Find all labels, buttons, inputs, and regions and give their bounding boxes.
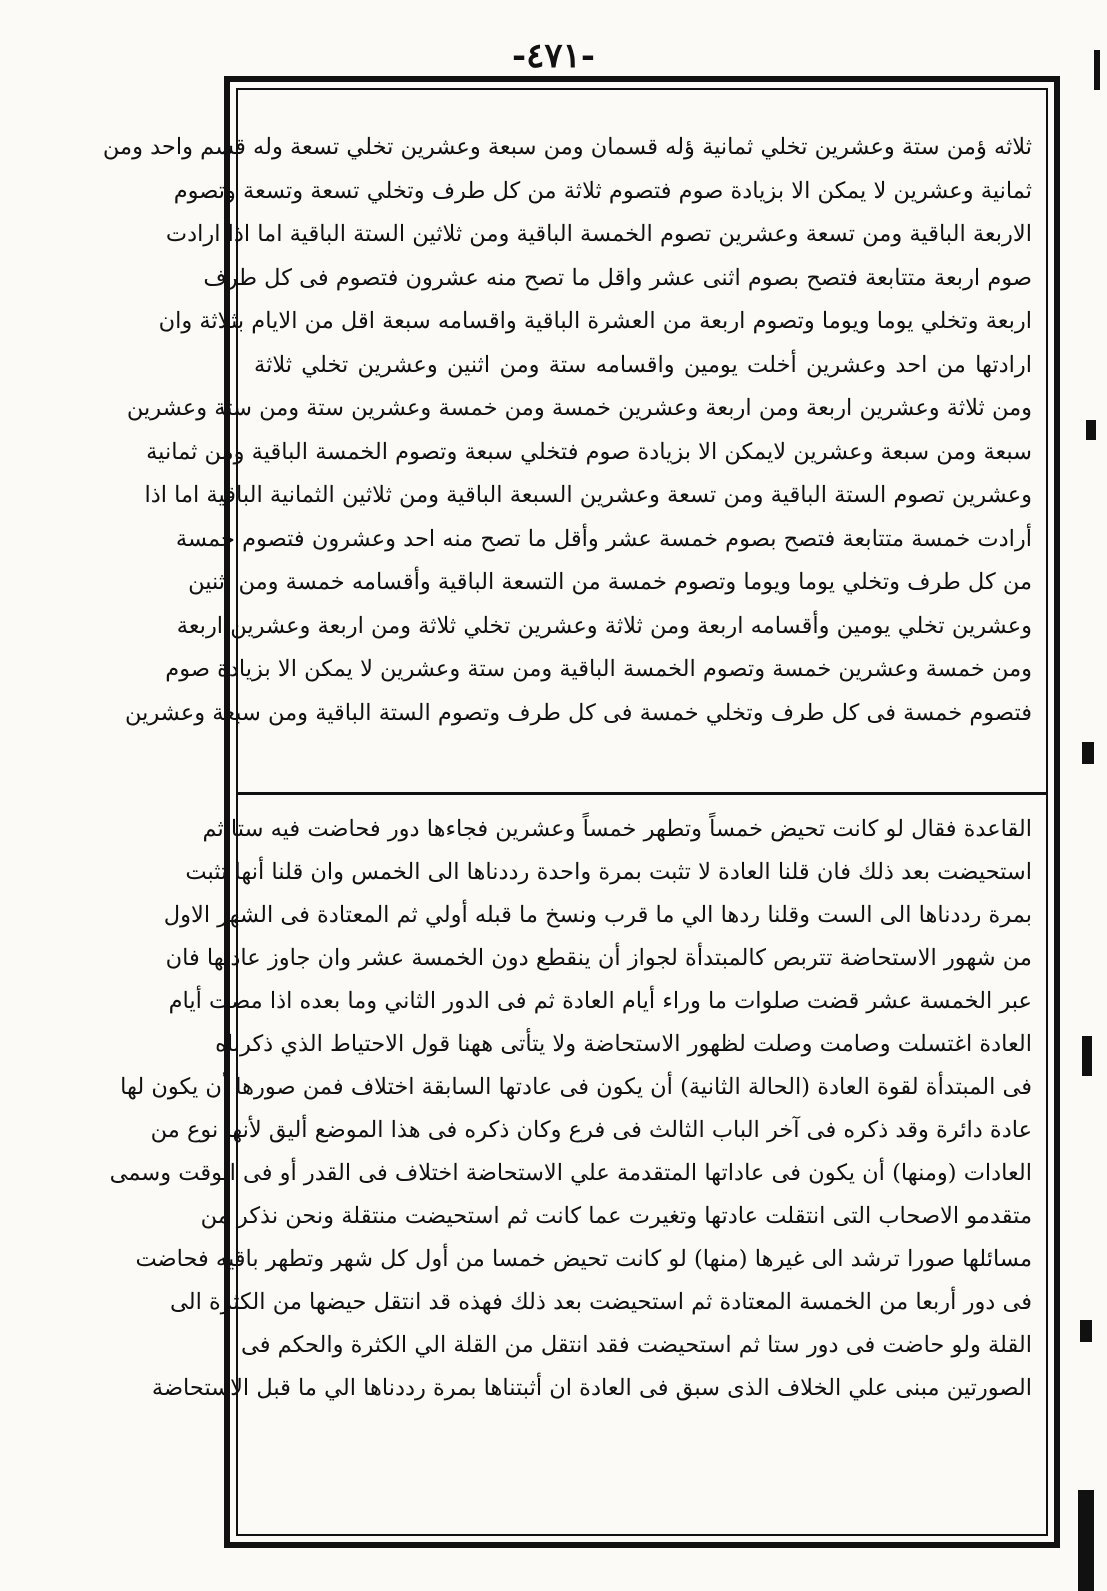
scan-edge-mark <box>1078 1490 1094 1591</box>
lower-text-block <box>109 808 1032 1410</box>
lower-text-line: الصورتين مبنى علي الخلاف الذى سبق فى العادة ان أثبتناها بمرة رددناها الي ما قبل الاستحاضة <box>151 1375 1032 1401</box>
lower-text-line: العادة اغتسلت وصامت وصلت لظهور الاستحاضة ولا يتأتى ههنا قول الاحتياط الذي ذكرناه <box>215 1031 1032 1057</box>
lower-text-line: عادة دائرة وقد ذكره فى آخر الباب الثالث فى فرع وكان ذكره فى هذا الموضع أليق لأنها نوع من <box>150 1117 1032 1143</box>
inner-frame <box>102 88 1048 1536</box>
lower-text-line: مسائلها صورا ترشد الى غيرها (منها) لو كانت تحيض خمسا من أول كل شهر وتطهر باقيه فحاضت <box>135 1246 1032 1272</box>
lower-text-line: القلة ولو حاضت فى دور ستا ثم استحيضت فقد انتقل من القلة الي الكثرة والحكم فى <box>240 1332 1032 1358</box>
upper-text-line: من كل طرف وتخلي يوما ويوما وتصوم خمسة من التسعة الباقية وأقسامه خمسة ومن اثنين <box>188 569 1032 595</box>
upper-text-line: أرادت خمسة متتابعة فتصح بصوم خمسة عشر وأقل ما تصح منه احد وعشرون فتصوم خمسة <box>175 525 1032 552</box>
upper-text-block <box>102 126 1032 735</box>
upper-text-line: اربعة وتخلي يوما ويوما وتصوم اربعة من العشرة الباقية واقسامه سبعة اقل من الايام بثلاثة وان <box>158 308 1032 334</box>
lower-text-line: بمرة رددناها الى الست وقلنا ردها الي ما قرب ونسخ ما قبله أولي ثم المعتادة فى الشهر الاول <box>163 902 1032 928</box>
upper-text-line: وعشرين تخلي يومين وأقسامه اربعة ومن ثلاثة وعشرين تخلي ثلاثة ومن اربعة وعشرين اربعة <box>176 612 1032 639</box>
upper-text-line: الاربعة الباقية ومن تسعة وعشرين تصوم الخمسة الباقية ومن ثلاثين الستة الباقية اما اذا ارادت <box>165 221 1032 247</box>
lower-text-line: فى المبتدأة لقوة العادة (الحالة الثانية) أن يكون فى عادتها السابقة اختلاف فمن صورها أن يكون لها <box>120 1074 1032 1100</box>
upper-text-line: وعشرين تصوم الستة الباقية ومن تسعة وعشرين السبعة الباقية ومن ثلاثين الثمانية الباقية اما اذا <box>144 482 1032 508</box>
upper-text-line: ثلاثه ؤمن ستة وعشرين تخلي ثمانية ؤله قسمان ومن سبعة وعشرين تخلي تسعة وله قسم واحد ومن <box>102 134 1032 160</box>
lower-text-line: عبر الخمسة عشر قضت صلوات ما وراء أيام العادة ثم فى الدور الثاني وما بعده اذا مضت أيام <box>168 988 1032 1014</box>
scan-edge-mark <box>1082 742 1094 764</box>
lower-text-line: من شهور الاستحاضة تتربص كالمبتدأة لجواز أن ينقطع دون الخمسة عشر وان جاوز عادتها فان <box>165 945 1032 971</box>
lower-text-line: استحيضت بعد ذلك فان قلنا العادة لا تثبت بمرة واحدة رددناها الى الخمس وان قلنا أنها تثبت <box>185 859 1032 885</box>
scan-edge-mark <box>1080 1320 1092 1342</box>
scan-edge-mark <box>1086 420 1096 440</box>
lower-text-line: القاعدة فقال لو كانت تحيض خمساً وتطهر خمساً وعشرين فجاءها دور فحاضت فيه ستا ثم <box>202 816 1032 842</box>
upper-text-line: ومن خمسة وعشرين خمسة وتصوم الخمسة الباقية ومن ستة وعشرين لا يمكن الا بزيادة صوم <box>165 656 1032 682</box>
page-frame <box>102 76 1060 1548</box>
scan-edge-mark <box>1082 1036 1092 1076</box>
upper-text-line: صوم اربعة متتابعة فتصح بصوم اثنى عشر واقل ما تصح منه عشرون فتصوم فى كل طرف <box>203 264 1032 291</box>
upper-text-line: ثمانية وعشرين لا يمكن الا بزيادة صوم فتصوم ثلاثة من كل طرف وتخلي تسعة وتسعة وتصوم <box>173 177 1032 204</box>
lower-text-line: متقدمو الاصحاب التى انتقلت عادتها وتغيرت عما كانت ثم استحيضت منتقلة ونحن نذكر من <box>200 1203 1032 1229</box>
upper-text-line: فتصوم خمسة فى كل طرف وتخلي خمسة فى كل طرف وتصوم الستة الباقية ومن سبعة وعشرين <box>124 699 1032 726</box>
upper-text-line: ارادتها من احد وعشرين أخلت يومين واقسامه ستة ومن اثنين وعشرين تخلي ثلاثة <box>254 351 1032 378</box>
page-number: -٤٧١- <box>511 36 596 76</box>
section-divider <box>238 792 1046 795</box>
lower-text-line: العادات (ومنها) أن يكون فى عاداتها المتقدمة علي الاستحاضة اختلاف فى القدر أو فى الوقت وسمى <box>109 1160 1032 1186</box>
scan-edge-mark <box>1094 50 1100 90</box>
upper-text-line: سبعة ومن سبعة وعشرين لايمكن الا بزيادة صوم فتخلي سبعة وتصوم الخمسة الباقية ومن ثمانية <box>146 438 1032 465</box>
lower-text-line: فى دور أربعا من الخمسة المعتادة ثم استحيضت بعد ذلك فهذه قد انتقل حيضها من الكثرة الى <box>170 1289 1032 1315</box>
upper-text-line: ومن ثلاثة وعشرين اربعة ومن اربعة وعشرين خمسة ومن خمسة وعشرين ستة ومن ستة وعشرين <box>126 395 1032 421</box>
